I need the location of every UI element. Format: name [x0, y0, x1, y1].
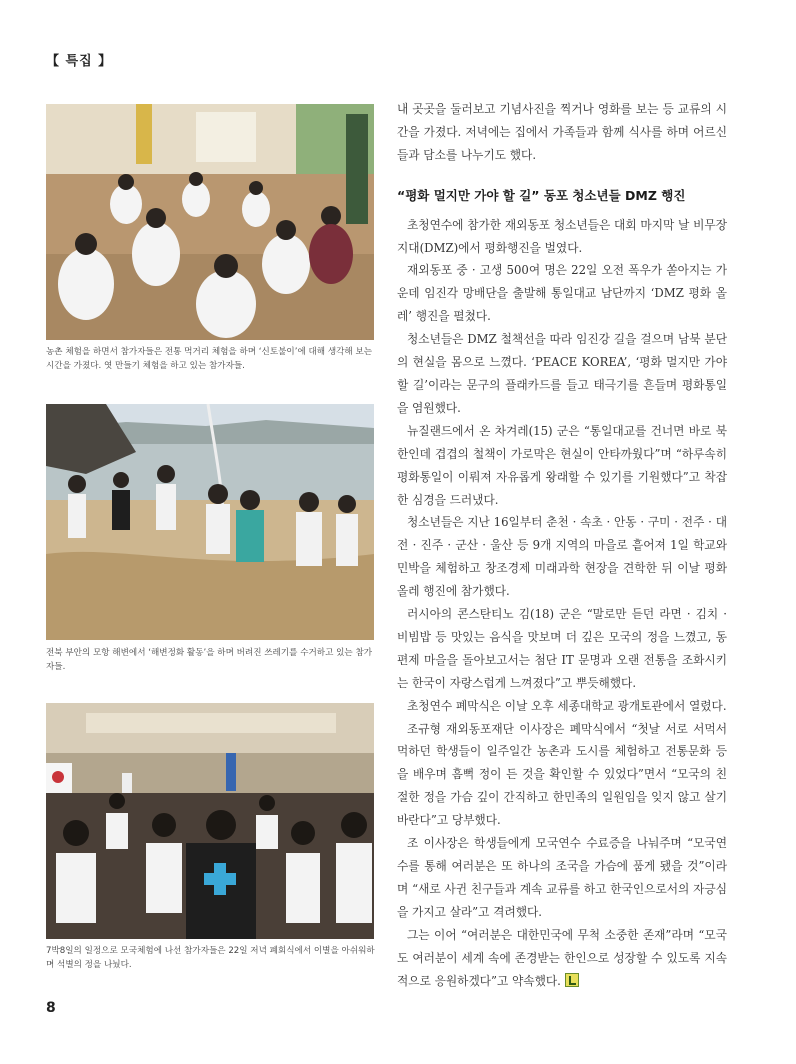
photo-beach-cleanup	[46, 404, 374, 640]
end-mark-icon	[565, 973, 579, 987]
article-paragraph: 조규형 재외동포재단 이사장은 폐막식에서 “첫날 서로 서먹서먹하던 학생들이 일주일간 농촌과 도시를 체험하고 전통문화 등을 배우며 흠뻑 정이 든 것을 확인할 수 있었다”면서 “모국의 친절한 정을 가슴 깊이 간직하고 한민족의 일원임을 잊지 않고 살기 바란다”고 당부했다.	[397, 721, 727, 828]
article-body	[397, 98, 727, 992]
section-tag: 【 특집 】	[46, 54, 113, 69]
article-paragraph: 러시아의 콘스탄티노 김(18) 군은 “말로만 듣던 라면 · 김치 · 비빔밥 등 맛있는 음식을 맛보며 더 깊은 모국의 정을 느꼈고, 동편제 마을을 돌아보고서는 첨단 IT 문명과 오랜 전통을 조화시키는 한국이 자랑스럽게 느껴졌다”고 뿌듯해했다.	[397, 607, 727, 690]
article-paragraph: 뉴질랜드에서 온 차겨레(15) 군은 “통일대교를 건너면 바로 북한인데 겹겹의 철책이 가로막은 현실이 안타까웠다”며 “하루속히 평화통일이 이뤄져 자유롭게 왕래할 수 있기를 기원했다”고 착잡한 심경을 드러냈다.	[397, 423, 727, 507]
photo-closing-ceremony	[46, 703, 374, 939]
photo-yeot-making	[46, 104, 374, 340]
article-last-text: 그는 이어 “여러분은 대한민국에 무척 소중한 존재”라며 “모국도 여러분이 세계 속에 존경받는 한인으로 성장할 수 있도록 지속적으로 응원하겠다”고 약속했다.	[397, 927, 727, 988]
article-paragraph: 초청연수에 참가한 재외동포 청소년들은 대회 마지막 날 비무장지대(DMZ)에서 평화행진을 벌였다.	[397, 217, 727, 255]
page-number: 8	[46, 1000, 56, 1016]
article-paragraph: 내 곳곳을 둘러보고 기념사진을 찍거나 영화를 보는 등 교류의 시간을 가졌다. 저녁에는 집에서 가족들과 함께 식사를 하며 어르신들과 담소를 나누기도 했다.	[397, 102, 727, 162]
article-paragraph: 청소년들은 지난 16일부터 춘천 · 속초 · 안동 · 구미 · 전주 · 대전 · 진주 · 군산 · 울산 등 9개 지역의 마을로 흩어져 1일 학교와 민박을 체험하고 창조경제 미래과학 현장을 견학한 뒤 이날 평화 올레 행진에 참가했다.	[397, 515, 727, 599]
photo-caption: 전북 부안의 모항 해변에서 ‘해변정화 활동’을 하며 버려진 쓰레기를 수거하고 있는 참가자들.	[46, 648, 373, 672]
article-subheading: “평화 멀지만 가야 할 길” 동포 청소년들 DMZ 행진	[397, 187, 686, 203]
article-paragraph: 조 이사장은 학생들에게 모국연수 수료증을 나눠주며 “모국연수를 통해 여러분은 또 하나의 조국을 가슴에 품게 됐을 것”이라며 “새로 사귄 친구들과 계속 교류를 하고 한국인으로서의 자긍심을 가지고 살라”고 격려했다.	[397, 836, 727, 919]
article-paragraph	[397, 924, 727, 993]
photo-caption: 7박8일의 일정으로 모국체험에 나선 참가자들은 22일 저녁 폐회식에서 이별을 아쉬워하며 석별의 정을 나눴다.	[46, 946, 375, 970]
article-paragraph: 재외동포 중 · 고생 500여 명은 22일 오전 폭우가 쏟아지는 가운데 임진각 망배단을 출발해 통일대교 남단까지 ‘DMZ 평화 올레’ 행진을 펼쳤다.	[397, 263, 727, 324]
article-paragraph: 청소년들은 DMZ 철책선을 따라 임진강 길을 걸으며 남북 분단의 현실을 몸으로 느꼈다. ‘PEACE KOREA’, ‘평화 멀지만 가야 할 길’이라는 문구의 플래카드를 들고 태극기를 흔들며 평화통일을 염원했다.	[397, 332, 727, 415]
article-paragraph: 초청연수 폐막식은 이날 오후 세종대학교 광개토관에서 열렸다.	[407, 698, 727, 713]
photo-caption: 농촌 체험을 하면서 참가자들은 전통 먹거리 체험을 하며 ‘신토불이’에 대해 생각해 보는 시간을 가졌다. 엿 만들기 체험을 하고 있는 참가자들.	[46, 347, 373, 371]
